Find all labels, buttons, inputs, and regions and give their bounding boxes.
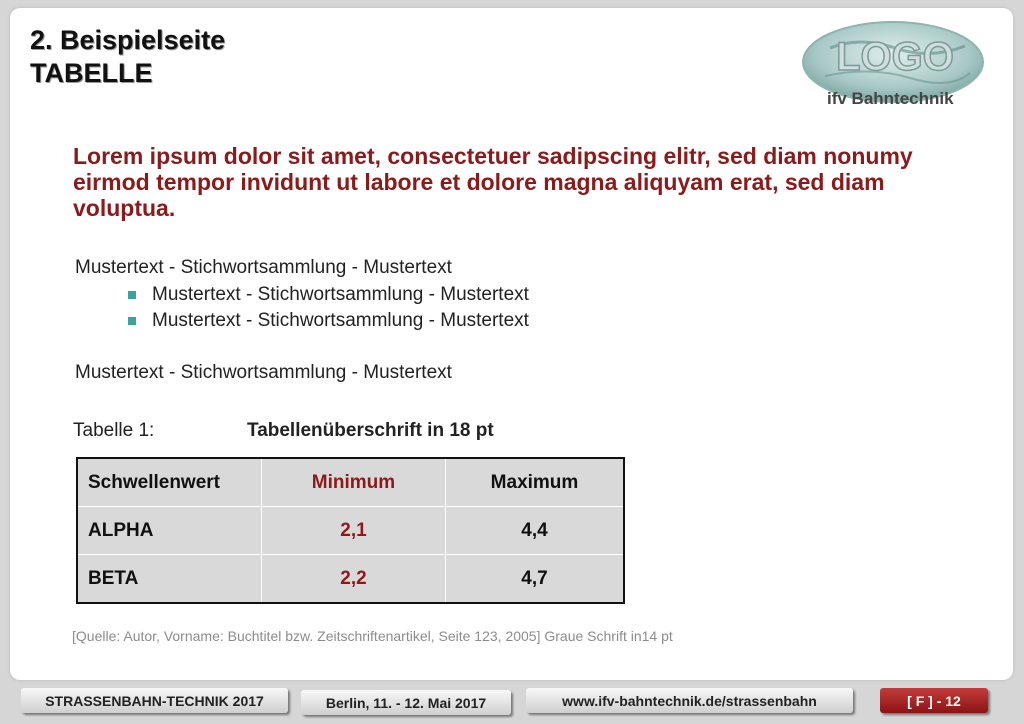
logo bbox=[800, 18, 990, 106]
table-header-row bbox=[77, 458, 624, 507]
logo-text: LOGO bbox=[836, 35, 954, 79]
table-cell: 4,4 bbox=[446, 507, 625, 555]
logo-graphic bbox=[800, 18, 990, 106]
square-bullet-icon bbox=[128, 291, 136, 299]
table-cell: BETA bbox=[77, 555, 262, 604]
title-line-2: TABELLE bbox=[30, 58, 153, 88]
source-citation: [Quelle: Autor, Vorname: Buchtitel bzw. Zeitschriftenartikel, Seite 123, 2005] Graue Schrift in14 pt bbox=[72, 628, 673, 644]
footer-url[interactable]: www.ifv-bahntechnik.de/strassenbahn bbox=[526, 688, 853, 713]
body-paragraph-2: Mustertext - Stichwortsammlung - Mustertext bbox=[75, 362, 452, 383]
table-caption: Tabellenüberschrift in 18 pt bbox=[247, 420, 494, 441]
logo-subtext: ifv Bahntechnik bbox=[827, 89, 954, 106]
table-cell: 4,7 bbox=[446, 555, 625, 604]
bullet-item bbox=[128, 310, 529, 332]
lead-paragraph: Lorem ipsum dolor sit amet, consectetuer sadipscing elitr, sed diam nonumy eirmod tempor invidunt ut labore et dolore magna aliquyam erat, sed diam voluptua. bbox=[73, 143, 913, 221]
table-row bbox=[77, 555, 624, 604]
table-header-cell: Minimum bbox=[262, 458, 446, 507]
bullet-text: Mustertext - Stichwortsammlung - Mustertext bbox=[152, 284, 529, 305]
table-cell: 2,2 bbox=[262, 555, 446, 604]
body-paragraph-1: Mustertext - Stichwortsammlung - Mustertext bbox=[75, 257, 452, 278]
title-line-1: 2. Beispielseite bbox=[30, 25, 226, 55]
square-bullet-icon bbox=[128, 317, 136, 325]
table-cell: 2,1 bbox=[262, 507, 446, 555]
table-header-cell: Maximum bbox=[446, 458, 625, 507]
table-cell: ALPHA bbox=[77, 507, 262, 555]
table-row bbox=[77, 507, 624, 555]
footer-event-name: STRASSENBAHN-TECHNIK 2017 bbox=[21, 688, 288, 713]
bullet-text: Mustertext - Stichwortsammlung - Mustertext bbox=[152, 310, 529, 331]
table-label: Tabelle 1: bbox=[73, 420, 155, 441]
footer-page-number: [ F ] - 12 bbox=[880, 688, 988, 713]
footer-date: Berlin, 11. - 12. Mai 2017 bbox=[301, 690, 511, 715]
slide-title bbox=[30, 24, 225, 90]
data-table bbox=[76, 457, 625, 604]
table-header-cell: Schwellenwert bbox=[77, 458, 262, 507]
bullet-item bbox=[128, 284, 529, 306]
